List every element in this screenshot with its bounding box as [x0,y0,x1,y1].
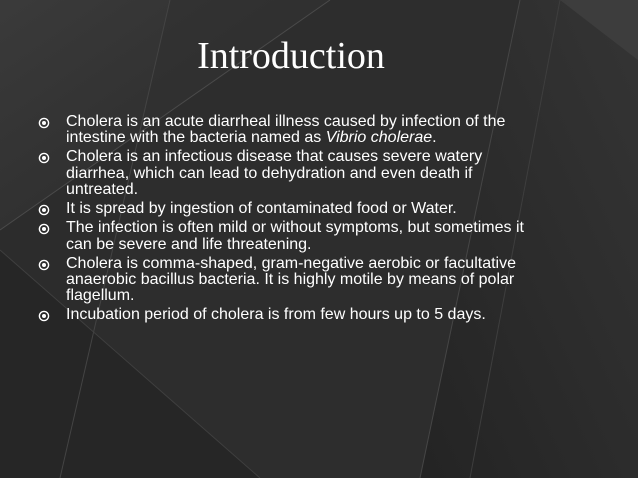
bullet-item [38,149,538,198]
bullet-item [38,307,538,323]
bullet-item [38,201,538,217]
circled-dot-bullet-icon [38,310,50,322]
bullet-item [38,114,538,147]
circled-dot-bullet-icon [38,223,50,235]
bullet-list [38,114,538,326]
bullet-text: Cholera is an acute diarrheal illness caused by infection of the intestine with the bacteria named as [66,113,506,147]
bullet-text: Cholera is comma-shaped, gram-negative aerobic or facultative anaerobic bacillus bacteria. It is highly motile by means of polar flagellum. [66,254,516,305]
bullet-item [38,256,538,305]
bullet-text: It is spread by ingestion of contaminated food or Water. [66,200,457,218]
circled-dot-bullet-icon [38,152,50,164]
bullet-italic-text: Vibrio cholerae [325,129,433,147]
bullet-item [38,220,538,253]
bullet-text: Incubation period of cholera is from few hours up to 5 days. [66,306,486,324]
slide-title: Introduction [197,35,385,77]
bullet-text: The infection is often mild or without symptoms, but sometimes it can be severe and life threatening. [66,219,524,253]
bullet-text: Cholera is an infectious disease that causes severe watery diarrhea, which can lead to dehydration and even death if untreated. [66,148,483,199]
circled-dot-bullet-icon [38,259,50,271]
circled-dot-bullet-icon [38,204,50,216]
circled-dot-bullet-icon [38,117,50,129]
bullet-tail-text: . [432,129,437,147]
